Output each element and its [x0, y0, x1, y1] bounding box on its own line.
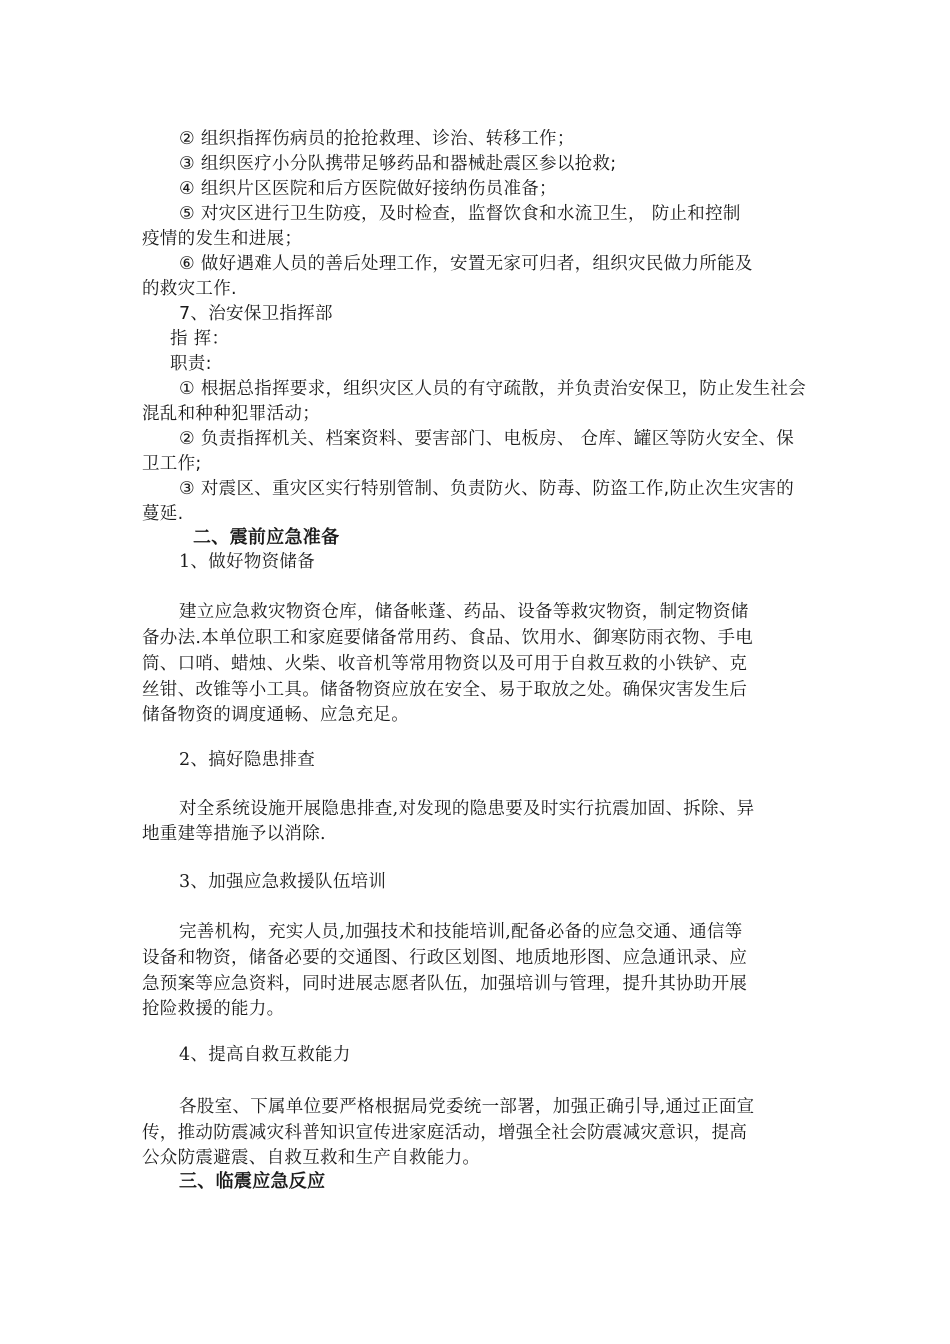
- section-heading: 三、临震应急反应: [179, 1171, 326, 1192]
- paragraph-line: 设备和物资，储备必要的交通图、行政区划图、地质地形图、应急通讯录、应: [142, 948, 748, 968]
- section-heading: 二、震前应急准备: [193, 527, 340, 548]
- paragraph-line: 急预案等应急资料，同时进展志愿者队伍，加强培训与管理，提升其协助开展: [142, 974, 748, 994]
- paragraph-line: 筒、口哨、蜡烛、火柴、收音机等常用物资以及可用于自救互救的小铁铲、克: [142, 654, 748, 674]
- list-item: ⑥ 做好遇难人员的善后处理工作，安置无家可归者，组织灾民做力所能及: [179, 254, 753, 274]
- paragraph-line: 建立应急救灾物资仓库，储备帐蓬、药品、设备等救灾物资，制定物资储: [179, 602, 749, 622]
- list-item-continuation: 卫工作;: [142, 454, 202, 474]
- list-item: ② 组织指挥伤病员的抢抢救理、诊治、转移工作；: [179, 129, 575, 149]
- paragraph-line: 备办法.本单位职工和家庭要储备常用药、食品、饮用水、御寒防雨衣物、手电: [142, 628, 754, 648]
- paragraph-line: 丝钳、改锥等小工具。储备物资应放在安全、易于取放之处。确保灾害发生后: [142, 680, 748, 700]
- list-item: ② 负责指挥机关、档案资料、要害部门、电板房、 仓库、罐区等防火安全、保: [179, 429, 795, 449]
- list-item-continuation: 混乱和种种犯罪活动；: [142, 404, 320, 424]
- list-item: ④ 组织片区医院和后方医院做好接纳伤员准备；: [179, 179, 557, 199]
- list-item: ③ 组织医疗小分队携带足够药品和器械赴震区参以抢救;: [179, 154, 617, 174]
- paragraph-line: 抢险救援的能力。: [142, 999, 285, 1019]
- list-item-continuation: 的救灾工作.: [142, 279, 237, 299]
- paragraph-line: 地重建等措施予以消除.: [142, 824, 326, 844]
- subsection-heading: 1、做好物资储备: [179, 552, 316, 572]
- list-item-continuation: 疫情的发生和进展；: [142, 229, 303, 249]
- paragraph-line: 储备物资的调度通畅、应急充足。: [142, 705, 409, 725]
- subsection-heading: 3、加强应急救援队伍培训: [179, 872, 387, 892]
- subsection-heading: 4、提高自救互救能力: [179, 1045, 351, 1065]
- list-item-continuation: 蔓延.: [142, 504, 184, 524]
- list-item: ⑤ 对灾区进行卫生防疫，及时检查，监督饮食和水流卫生， 防止和控制: [179, 204, 741, 224]
- paragraph-line: 完善机构，充实人员,加强技术和技能培训,配备必备的应急交通、通信等: [179, 922, 743, 942]
- subsection-heading: 2、搞好隐患排查: [179, 750, 316, 770]
- commander-label: 指 挥：: [170, 329, 230, 349]
- paragraph-line: 公众防震避震、自救互救和生产自救能力。: [142, 1148, 481, 1168]
- paragraph-line: 对全系统设施开展隐患排查,对发现的隐患要及时实行抗震加固、拆除、异: [179, 799, 755, 819]
- list-item: ③ 对震区、重灾区实行特别管制、负责防火、防毒、防盗工作,防止次生灾害的: [179, 479, 795, 499]
- list-item: ① 根据总指挥要求，组织灾区人员的有守疏散，并负责治安保卫，防止发生社会: [179, 379, 807, 399]
- subsection-heading: 7、治安保卫指挥部: [179, 304, 333, 324]
- paragraph-line: 各股室、下属单位要严格根据局党委统一部署，加强正确引导,通过正面宣: [179, 1097, 755, 1117]
- duties-label: 职责:: [170, 354, 212, 374]
- paragraph-line: 传，推动防震减灾科普知识宣传进家庭活动，增强全社会防震减灾意识，提高: [142, 1123, 748, 1143]
